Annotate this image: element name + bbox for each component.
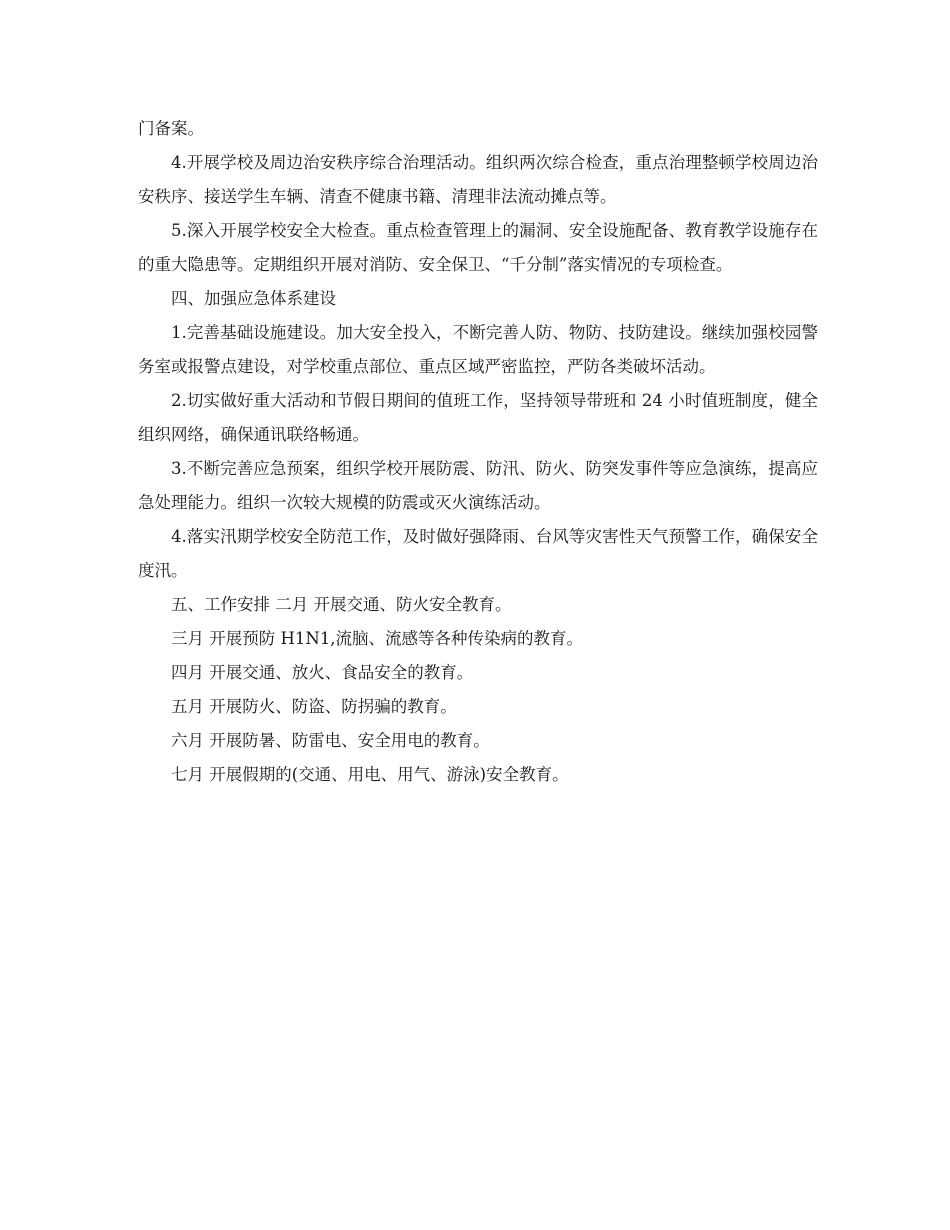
section-heading-emergency-system: 四、加强应急体系建设 (171, 289, 336, 308)
schedule-july: 七月 开展假期的(交通、用电、用气、游泳)安全教育。 (171, 765, 569, 784)
schedule-may: 五月 开展防火、防盗、防拐骗的教育。 (171, 697, 457, 716)
paragraph-item-5-safety-inspection: 5.深入开展学校安全大检查。重点检查管理上的漏洞、安全设施配备、教育教学设施存在的重大隐患等。定期组织开展对消防、安全保卫、“千分制”落实情况的专项检查。 (138, 221, 818, 274)
paragraph-item-1-infrastructure: 1.完善基础设施建设。加大安全投入，不断完善人防、物防、技防建设。继续加强校园警务室或报警点建设，对学校重点部位、重点区域严密监控，严防各类破坏活动。 (138, 323, 818, 376)
schedule-march: 三月 开展预防 H1N1,流脑、流感等各种传染病的教育。 (171, 629, 584, 648)
schedule-april: 四月 开展交通、放火、食品安全的教育。 (171, 663, 474, 682)
paragraph-item-2-duty-work: 2.切实做好重大活动和节假日期间的值班工作，坚持领导带班和 24 小时值班制度，健全组织网络，确保通讯联络畅通。 (138, 391, 818, 444)
schedule-june: 六月 开展防暑、防雷电、安全用电的教育。 (171, 731, 490, 750)
section-heading-work-schedule: 五、工作安排 二月 开展交通、防火安全教育。 (171, 595, 512, 614)
paragraph-item-4-flood-season: 4.落实汛期学校安全防范工作，及时做好强降雨、台风等灾害性天气预警工作，确保安全度汛。 (138, 527, 818, 580)
paragraph-item-4-campus-order: 4.开展学校及周边治安秩序综合治理活动。组织两次综合检查，重点治理整顿学校周边治安秩序、接送学生车辆、清查不健康书籍、清理非法流动摊点等。 (138, 153, 818, 206)
paragraph-continuation: 门备案。 (138, 119, 204, 138)
paragraph-item-3-emergency-plan: 3.不断完善应急预案，组织学校开展防震、防汛、防火、防突发事件等应急演练，提高应急处理能力。组织一次较大规模的防震或灭火演练活动。 (138, 459, 818, 512)
document-body (138, 112, 818, 792)
